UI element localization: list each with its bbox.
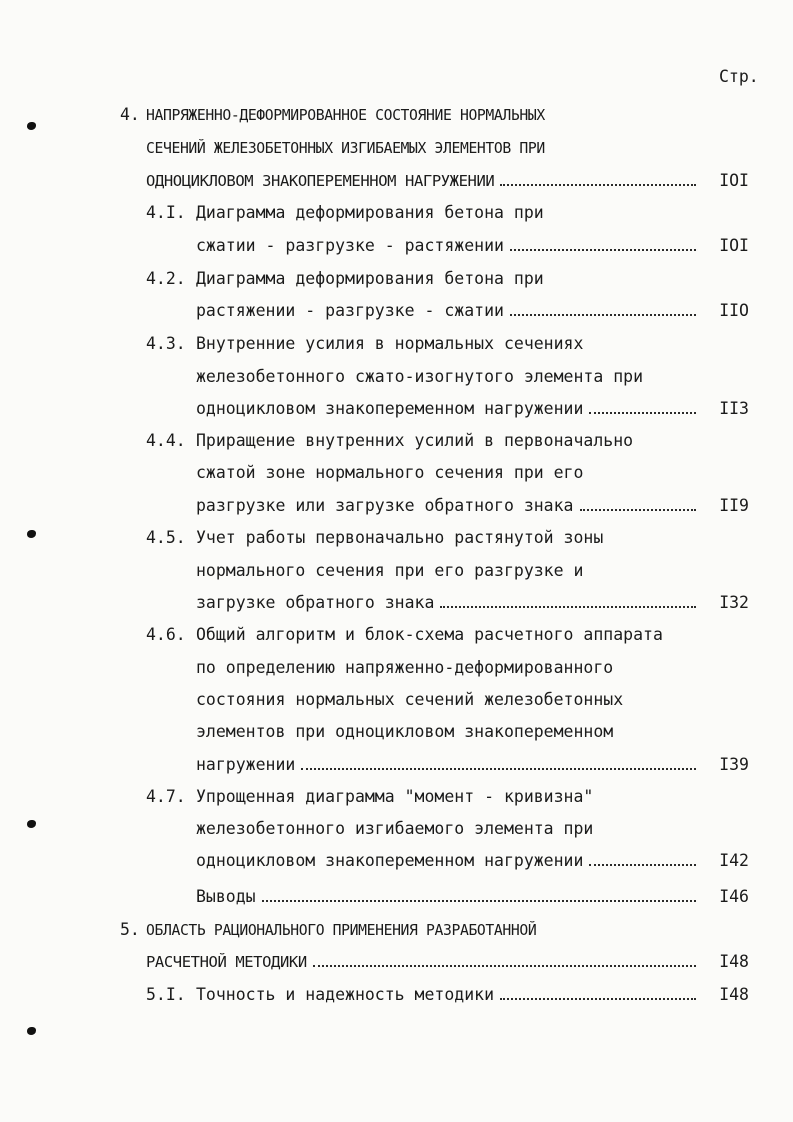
- section-page-number: I32: [719, 593, 749, 612]
- section-number: 4.5.: [146, 528, 186, 547]
- chapter-title-leader-line: [146, 168, 702, 194]
- section-title-line: Общий алгоритм и блок-схема расчетного аппарата: [196, 625, 663, 644]
- section-page-number: II3: [719, 399, 749, 418]
- section-title-leader-line: [196, 752, 702, 778]
- section-title-line: железобетонного изгибаемого элемента при: [196, 819, 594, 838]
- leader-dots: [580, 509, 697, 511]
- section-title-leader-line: [196, 298, 702, 324]
- section-title-line: Диаграмма деформирования бетона при: [196, 269, 544, 288]
- section-title-line: одноцикловом знакопеременном нагружении: [196, 399, 584, 418]
- leader-dots: [262, 900, 696, 902]
- section-title-leader-line: [196, 848, 702, 874]
- conclusions-leader-line: [196, 884, 702, 910]
- binder-hole-mark: [27, 122, 36, 130]
- leader-dots: [440, 606, 696, 608]
- section-title-leader-line: [196, 233, 702, 259]
- section-title-line: сжатой зоне нормального сечения при его: [196, 463, 584, 482]
- chapter-number: 5.: [120, 920, 140, 939]
- leader-dots: [589, 412, 696, 414]
- section-title-leader-line: [196, 982, 702, 1008]
- section-page-number: I48: [719, 985, 749, 1004]
- section-page-number: IOI: [719, 236, 749, 255]
- section-title-line: Внутренние усилия в нормальных сечениях: [196, 334, 584, 353]
- section-title-line: Приращение внутренних усилий в первоначально: [196, 431, 634, 450]
- section-title-leader-line: [196, 396, 702, 422]
- section-number: 4.4.: [146, 431, 186, 450]
- leader-dots: [510, 314, 696, 316]
- chapter-title-line: РАСЧЕТНОЙ МЕТОДИКИ: [146, 953, 307, 971]
- conclusions-page-number: I46: [719, 887, 749, 906]
- section-page-number: IIO: [719, 301, 749, 320]
- chapter-number: 4.: [120, 105, 140, 124]
- section-number: 4.I.: [146, 203, 186, 222]
- section-title-line: Диаграмма деформирования бетона при: [196, 203, 544, 222]
- leader-dots: [313, 965, 696, 967]
- section-title-line: по определению напряженно-деформированного: [196, 658, 614, 677]
- chapter-title-line: НАПРЯЖЕННО-ДЕФОРМИРОВАННОЕ СОСТОЯНИЕ НОРМАЛЬНЫХ: [146, 106, 545, 124]
- section-title-line: растяжении - разгрузке - сжатии: [196, 301, 504, 320]
- section-title-line: элементов при одноцикловом знакопеременном: [196, 722, 614, 741]
- section-title-line: Точность и надежность методики: [196, 985, 495, 1004]
- chapter-title-line: ОДНОЦИКЛОВОМ ЗНАКОПЕРЕМЕННОМ НАГРУЖЕНИИ: [146, 172, 495, 190]
- chapter-title-line: СЕЧЕНИЙ ЖЕЛЕЗОБЕТОННЫХ ИЗГИБАЕМЫХ ЭЛЕМЕНТОВ ПРИ: [146, 139, 545, 157]
- binder-hole-mark: [27, 820, 36, 828]
- section-number: 4.6.: [146, 625, 186, 644]
- section-title-line: железобетонного сжато-изогнутого элемента при: [196, 367, 644, 386]
- leader-dots: [589, 864, 696, 866]
- chapter-page-number: IOI: [719, 171, 749, 190]
- section-page-number: I42: [719, 851, 749, 870]
- section-title-line: разгрузке или загрузке обратного знака: [196, 496, 574, 515]
- leader-dots: [510, 249, 696, 251]
- section-title-line: одноцикловом знакопеременном нагружении: [196, 851, 584, 870]
- section-title-line: Упрощенная диаграмма "момент - кривизна": [196, 787, 594, 806]
- section-title-line: нормального сечения при его разгрузке и: [196, 561, 584, 580]
- leader-dots: [301, 768, 696, 770]
- binder-hole-mark: [27, 1027, 36, 1035]
- section-title-line: сжатии - разгрузке - растяжении: [196, 236, 504, 255]
- section-title-line: загрузке обратного знака: [196, 593, 435, 612]
- section-page-number: I39: [719, 755, 749, 774]
- section-number: 4.2.: [146, 269, 186, 288]
- section-number: 5.I.: [146, 985, 186, 1004]
- section-title-line: нагружении: [196, 755, 296, 774]
- chapter-page-number: I48: [719, 952, 749, 971]
- leader-dots: [500, 184, 696, 186]
- chapter-title-line: ОБЛАСТЬ РАЦИОНАЛЬНОГО ПРИМЕНЕНИЯ РАЗРАБОТАННОЙ: [146, 921, 537, 939]
- page-column-label: Стр.: [719, 67, 759, 86]
- section-title-line: состояния нормальных сечений железобетонных: [196, 690, 624, 709]
- chapter-title-leader-line: [146, 949, 702, 975]
- binder-hole-mark: [27, 530, 36, 538]
- section-title-leader-line: [196, 590, 702, 616]
- leader-dots: [500, 998, 696, 1000]
- conclusions-label: Выводы: [196, 887, 256, 906]
- section-number: 4.3.: [146, 334, 186, 353]
- section-title-line: Учет работы первоначально растянутой зоны: [196, 528, 604, 547]
- section-page-number: II9: [719, 496, 749, 515]
- section-number: 4.7.: [146, 787, 186, 806]
- section-title-leader-line: [196, 493, 702, 519]
